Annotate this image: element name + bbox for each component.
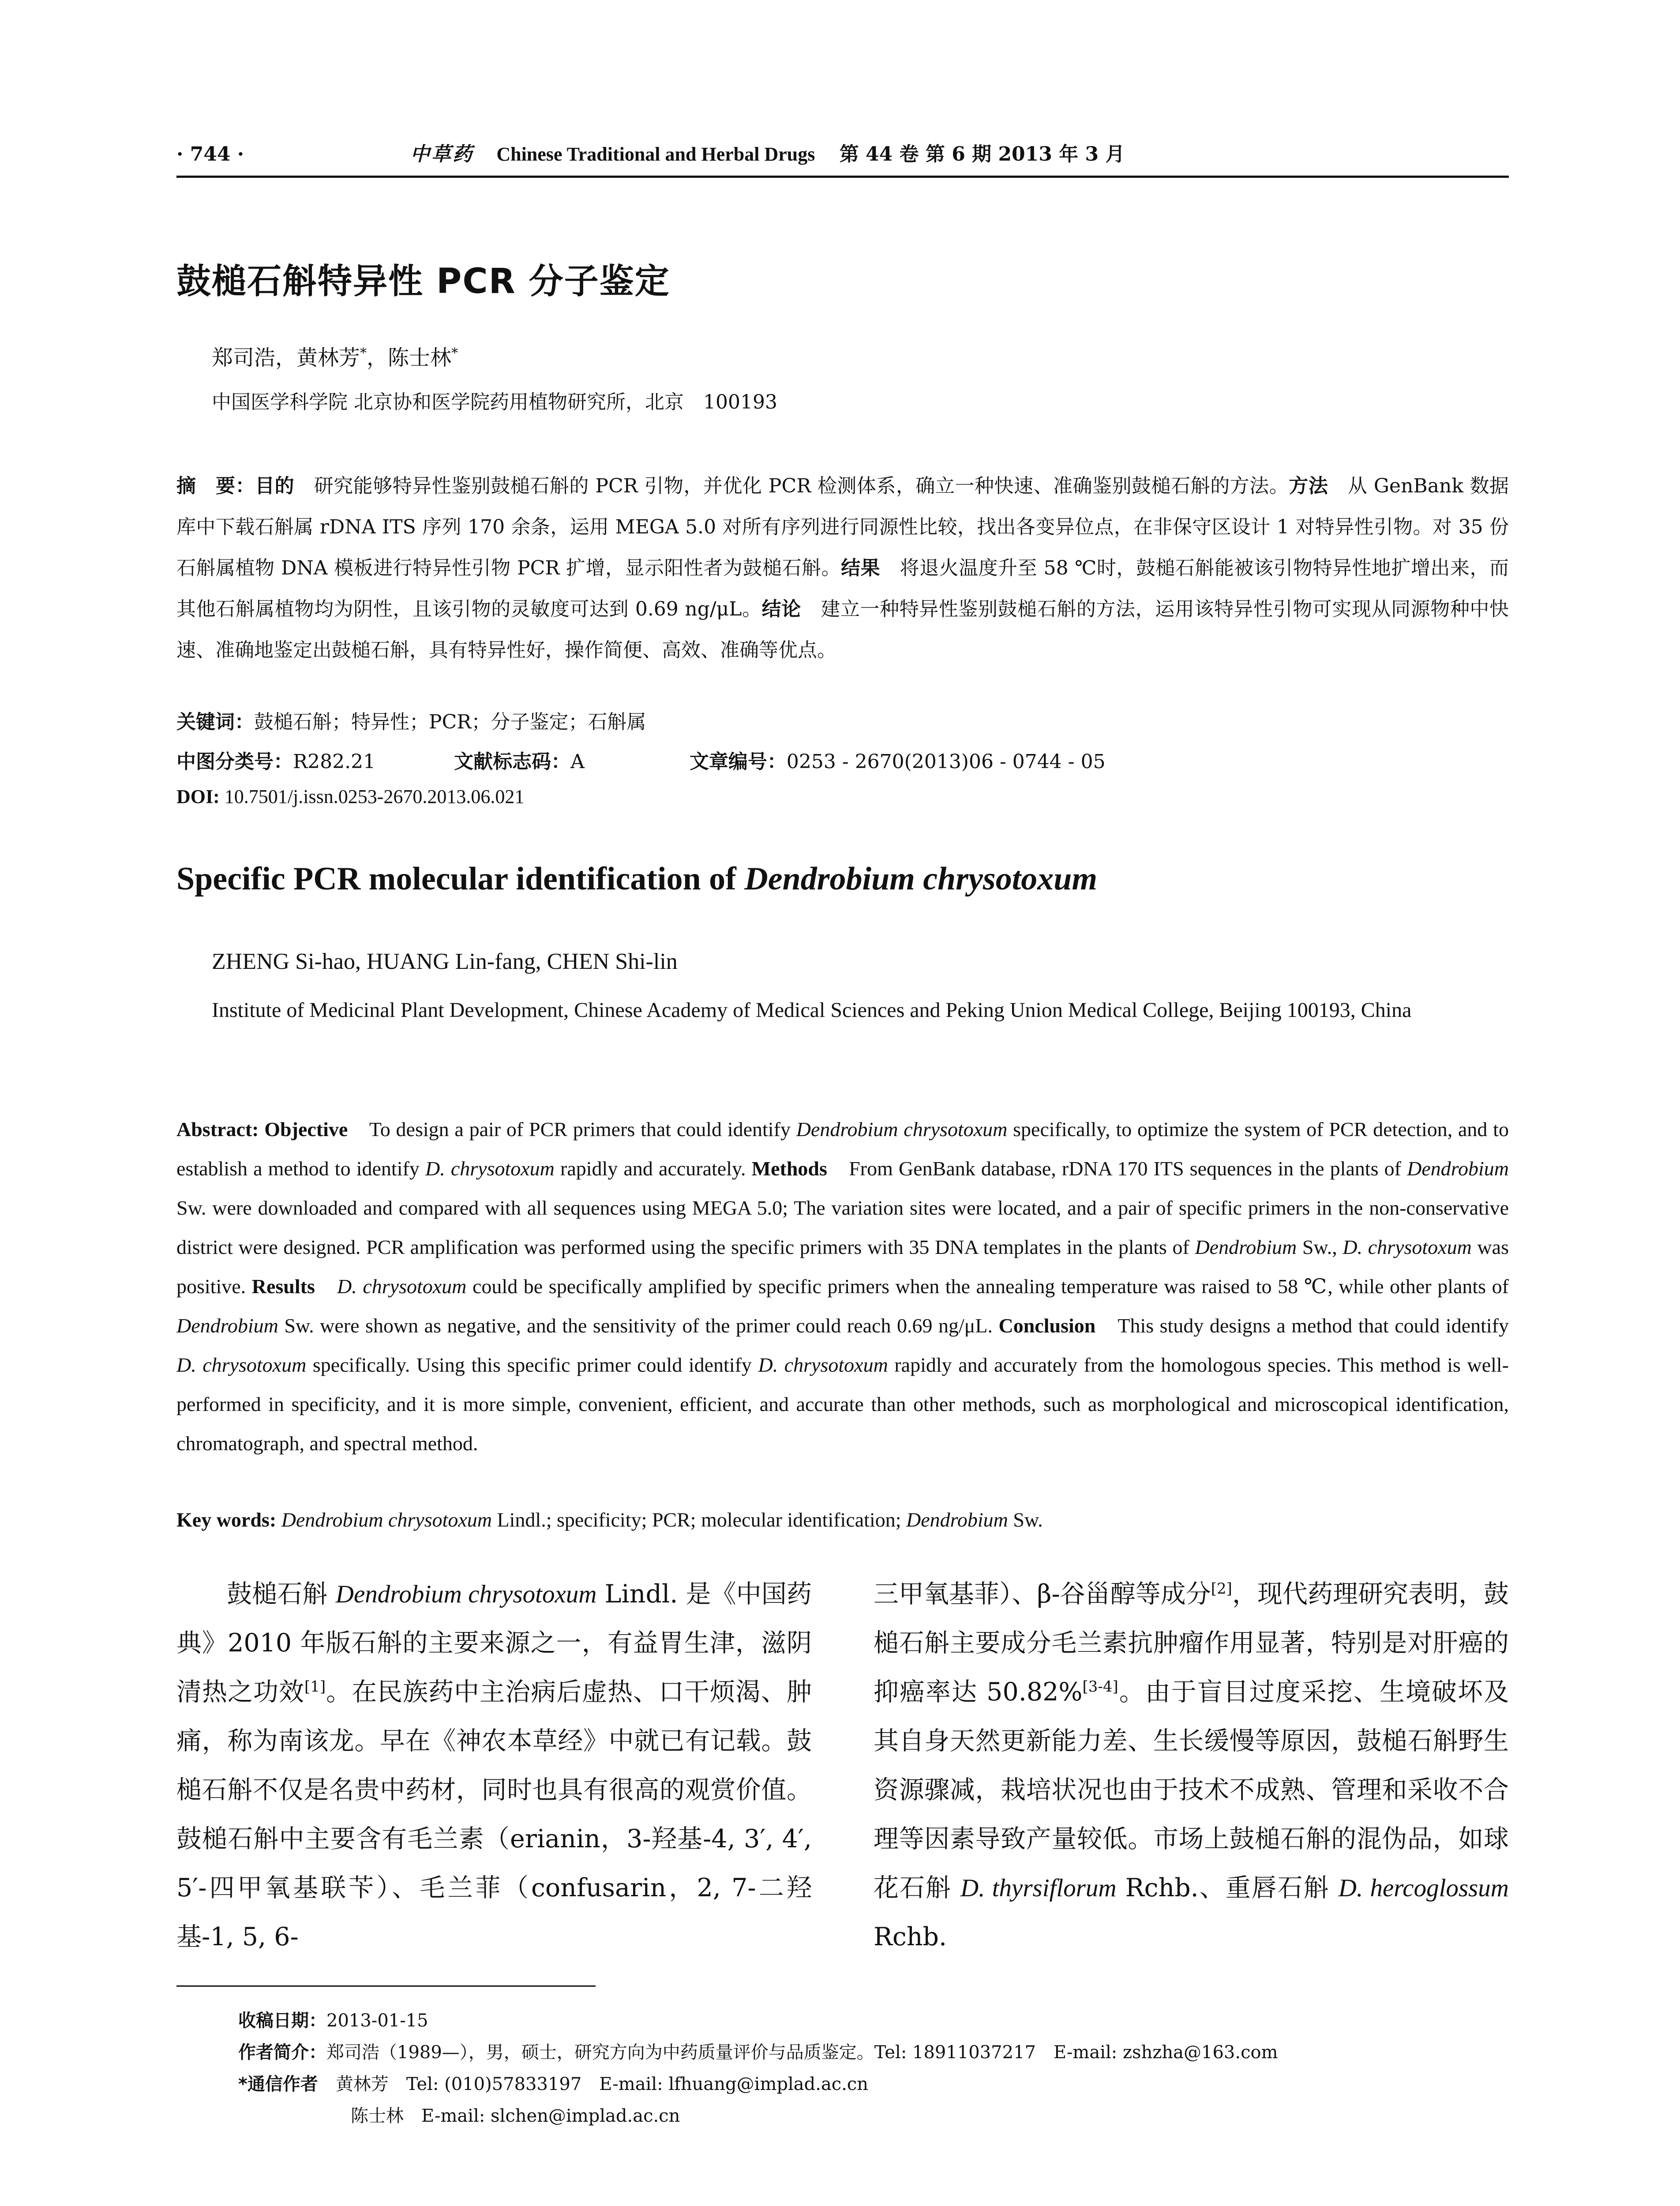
footnote-bio xyxy=(238,2038,1278,2063)
abstract-cn-label: 摘 要： xyxy=(176,475,255,497)
authors-en: ZHENG Si-hao, HUANG Lin-fang, CHEN Shi-lin xyxy=(212,949,678,974)
received-label: 收稿日期： xyxy=(238,2011,326,2031)
body-text: 鼓槌石斛 xyxy=(227,1579,336,1609)
conclusion-text-en: rapidly and accurately from the homologous species. This method is well-performed in specificity, and it is more simple, convenient, efficient, and accurate than other methods, such as morphological and microscopical identification, chromatograph, and spectral method. xyxy=(176,1354,1509,1455)
keywords-en-text: Sw. xyxy=(1008,1508,1043,1531)
keywords-cn-text: 鼓槌石斛；特异性；PCR；分子鉴定；石斛属 xyxy=(254,711,646,733)
page-number: · 744 · xyxy=(176,143,244,165)
affiliation-en: Institute of Medicinal Plant Development, Chinese Academy of Medical Sciences and Peking Union Medical College, Beijing 100193, China xyxy=(212,998,1412,1022)
body-text: 。在民族药中主治病后虚热、口干烦渴、肿痛，称为南该龙。早在《神农本草经》中就已有记载。鼓槌石斛不仅是名贵中药材，同时也具有很高的观赏价值。鼓槌石斛中主要含有毛兰素（erianin，3-羟基-4, 3′, 4′, 5′-四甲氧基联苄）、毛兰菲（confusarin，2, 7-二羟基-1, 5, 6- xyxy=(176,1677,812,1951)
abstract-en-label: Abstract: xyxy=(176,1118,265,1141)
results-text-en: Sw. were shown as negative, and the sensitivity of the primer could reach 0.69 ng/μL. xyxy=(278,1314,999,1337)
doi-value: 10.7501/j.issn.0253-2670.2013.06.021 xyxy=(219,786,525,807)
body-text: Rchb.、重唇石斛 xyxy=(1116,1873,1339,1902)
methods-label-cn: 方法 xyxy=(1289,475,1328,497)
genus-name: Dendrobium xyxy=(1195,1236,1297,1258)
author-cn-2: 黄林芳 xyxy=(296,345,360,370)
species-name: Dendrobium chrysotoxum xyxy=(281,1508,492,1531)
doc-code-label: 文献标志码： xyxy=(454,750,571,773)
journal-issue: 第 44 卷 第 6 期 2013 年 3 月 xyxy=(839,143,1125,165)
header-rule xyxy=(176,176,1509,178)
methods-text-en: Sw., xyxy=(1297,1236,1343,1258)
species-name: D. chrysotoxum xyxy=(425,1157,555,1180)
doi-line xyxy=(176,785,524,808)
keywords-cn-label: 关键词： xyxy=(176,711,254,733)
corresponding-mark: * xyxy=(360,345,367,361)
results-text-en: could be specifically amplified by specific primers when the annealing temperature was raised to 58 ℃, while other plants of xyxy=(466,1275,1509,1298)
objective-text-cn: 研究能够特异性鉴别鼓槌石斛的 PCR 引物，并优化 PCR 检测体系，确立一种快速、准确鉴别鼓槌石斛的方法。 xyxy=(294,475,1289,497)
conclusion-text-en: This study designs a method that could identify xyxy=(1095,1314,1509,1337)
genus-name: Dendrobium xyxy=(176,1314,278,1337)
classification-line xyxy=(176,746,1106,774)
body-text: Rchb. xyxy=(874,1922,947,1951)
journal-logo-cn: 中草药 xyxy=(410,143,474,165)
keywords-cn xyxy=(176,706,646,734)
methods-text-cn: 从 GenBank 数据库中下载石斛属 rDNA ITS 序列 170 余条，运用 MEGA 5.0 对所有序列进行同源性比较，找出各变异位点，在非保守区设计 1 对特异性引物。对 35 份石斛属植物 DNA 模板进行特异性引物 PCR 扩增，显示阳性者为鼓槌石斛。 xyxy=(176,475,1509,579)
author-cn-1: 郑司浩， xyxy=(212,345,297,370)
objective-label-cn: 目的 xyxy=(255,475,295,497)
article-title-cn: 鼓槌石斛特异性 PCR 分子鉴定 xyxy=(176,262,670,301)
methods-label-en: Methods xyxy=(751,1157,827,1180)
corresponding-mark: * xyxy=(451,345,458,361)
journal-title-en: Chinese Traditional and Herbal Drugs xyxy=(496,143,815,165)
objective-text-en: specifically, to optimize the system of PCR detection, and to establish a method to identify xyxy=(176,1118,1509,1180)
journal-line xyxy=(410,145,1125,164)
author-cn-3: 陈士林 xyxy=(388,345,452,370)
body-text: 三甲氧基菲）、β-谷甾醇等成分 xyxy=(874,1579,1211,1609)
corresponding-label: *通信作者 xyxy=(238,2074,318,2094)
bio-label: 作者简介： xyxy=(238,2042,326,2063)
results-label-en: Results xyxy=(251,1275,315,1298)
abstract-en xyxy=(176,1110,1509,1463)
conclusion-text-cn: 建立一种特异性鉴别鼓槌石斛的方法，运用该特异性引物可实现从同源物种中快速、准确地鉴定出鼓槌石斛，具有特异性好，操作简便、高效、准确等优点。 xyxy=(176,598,1509,661)
species-name: D. chrysotoxum xyxy=(758,1354,888,1376)
methods-text-en: was positive. xyxy=(176,1236,1509,1298)
objective-text-en: To design a pair of PCR primers that could identify xyxy=(348,1118,796,1141)
clc-label: 中图分类号： xyxy=(176,750,293,773)
genus-name: Dendrobium xyxy=(1407,1157,1509,1180)
methods-text-en: Sw. were downloaded and compared with all sequences using MEGA 5.0; The variation sites were located, and a pair of specific primers in the non-conservative district were designed. PCR amplification was performed using the specific primers with 35 DNA templates in the plants of xyxy=(176,1197,1509,1258)
article-no-value: 0253 - 2670(2013)06 - 0744 - 05 xyxy=(786,750,1106,773)
species-name: D. chrysotoxum xyxy=(1342,1236,1472,1258)
clc-value: R282.21 xyxy=(293,750,376,773)
citation-ref: [1] xyxy=(304,1678,326,1696)
objective-label-en: Objective xyxy=(264,1118,348,1141)
objective-text-en: rapidly and accurately. xyxy=(554,1157,752,1180)
footnote-corresponding-2: 陈士林 E-mail: slchen@implad.ac.cn xyxy=(351,2106,680,2126)
citation-ref: [3-4] xyxy=(1082,1678,1118,1696)
title-en-text: Specific PCR molecular identification of xyxy=(176,861,745,897)
footnote-corresponding xyxy=(238,2070,868,2095)
received-date: 2013-01-15 xyxy=(326,2011,428,2031)
conclusion-text-en: specifically. Using this specific primer could identify xyxy=(306,1354,758,1376)
body-text: Lindl. 是《中国药典》2010 年版石斛的主要来源之一，有益胃生津，滋阴清热之功效 xyxy=(176,1579,812,1707)
affiliation-cn: 中国医学科学院 北京协和医学院药用植物研究所，北京 100193 xyxy=(212,391,777,413)
methods-text-en: From GenBank database, rDNA 170 ITS sequences in the plants of xyxy=(827,1157,1407,1180)
genus-name: Dendrobium xyxy=(906,1508,1008,1531)
authors-cn xyxy=(212,341,458,371)
abstract-cn xyxy=(176,465,1509,671)
species-name: D. chrysotoxum xyxy=(315,1275,467,1298)
bio-text: 郑司浩（1989—），男，硕士，研究方向为中药质量评价与品质鉴定。Tel: 18911037217 E-mail: zshzha@163.com xyxy=(326,2042,1278,2063)
body-column-left xyxy=(176,1570,812,1962)
running-header xyxy=(176,140,1509,179)
body-text: 。由于盲目过度采挖、生境破坏及其自身天然更新能力差、生长缓慢等原因，鼓槌石斛野生资源骤减，栽培状况也由于技术不成熟、管理和采收不合理等因素导致产量较低。市场上鼓槌石斛的混伪品，如球花石斛 xyxy=(874,1677,1509,1902)
author-separator: ， xyxy=(367,345,388,370)
corresponding-author-1: 黄林芳 Tel: (010)57833197 E-mail: lfhuang@implad.ac.cn xyxy=(318,2074,869,2094)
species-name: D. hercoglossum xyxy=(1338,1874,1509,1902)
footnote-rule xyxy=(176,1985,596,1987)
doc-code-value: A xyxy=(570,750,585,773)
article-title-en xyxy=(176,860,1097,898)
conclusion-label-en: Conclusion xyxy=(998,1314,1096,1337)
body-column-right xyxy=(874,1570,1509,1962)
citation-ref: [2] xyxy=(1211,1580,1232,1598)
body-text: ，现代药理研究表明，鼓槌石斛主要成分毛兰素抗肿瘤作用显著，特别是对肝癌的抑癌率达 50.82% xyxy=(874,1579,1509,1707)
species-name: Dendrobium chrysotoxum xyxy=(335,1580,597,1608)
footnote-received xyxy=(238,2007,428,2032)
results-text-cn: 将退火温度升至 58 ℃时，鼓槌石斛能被该引物特异性地扩增出来，而其他石斛属植物均为阴性，且该引物的灵敏度可达到 0.69 ng/μL。 xyxy=(176,557,1509,620)
species-name: D. chrysotoxum xyxy=(176,1354,307,1376)
conclusion-label-cn: 结论 xyxy=(761,598,801,620)
keywords-en-text: Lindl.; specificity; PCR; molecular identification; xyxy=(492,1508,907,1531)
keywords-en-label: Key words: xyxy=(176,1508,281,1531)
species-name: Dendrobium chrysotoxum xyxy=(796,1118,1008,1141)
results-label-cn: 结果 xyxy=(841,557,881,579)
title-en-species: Dendrobium chrysotoxum xyxy=(744,861,1098,897)
species-name: D. thyrsiflorum xyxy=(960,1874,1117,1902)
doi-label: DOI: xyxy=(176,786,220,807)
article-no-label: 文章编号： xyxy=(689,750,787,773)
keywords-en xyxy=(176,1508,1043,1531)
